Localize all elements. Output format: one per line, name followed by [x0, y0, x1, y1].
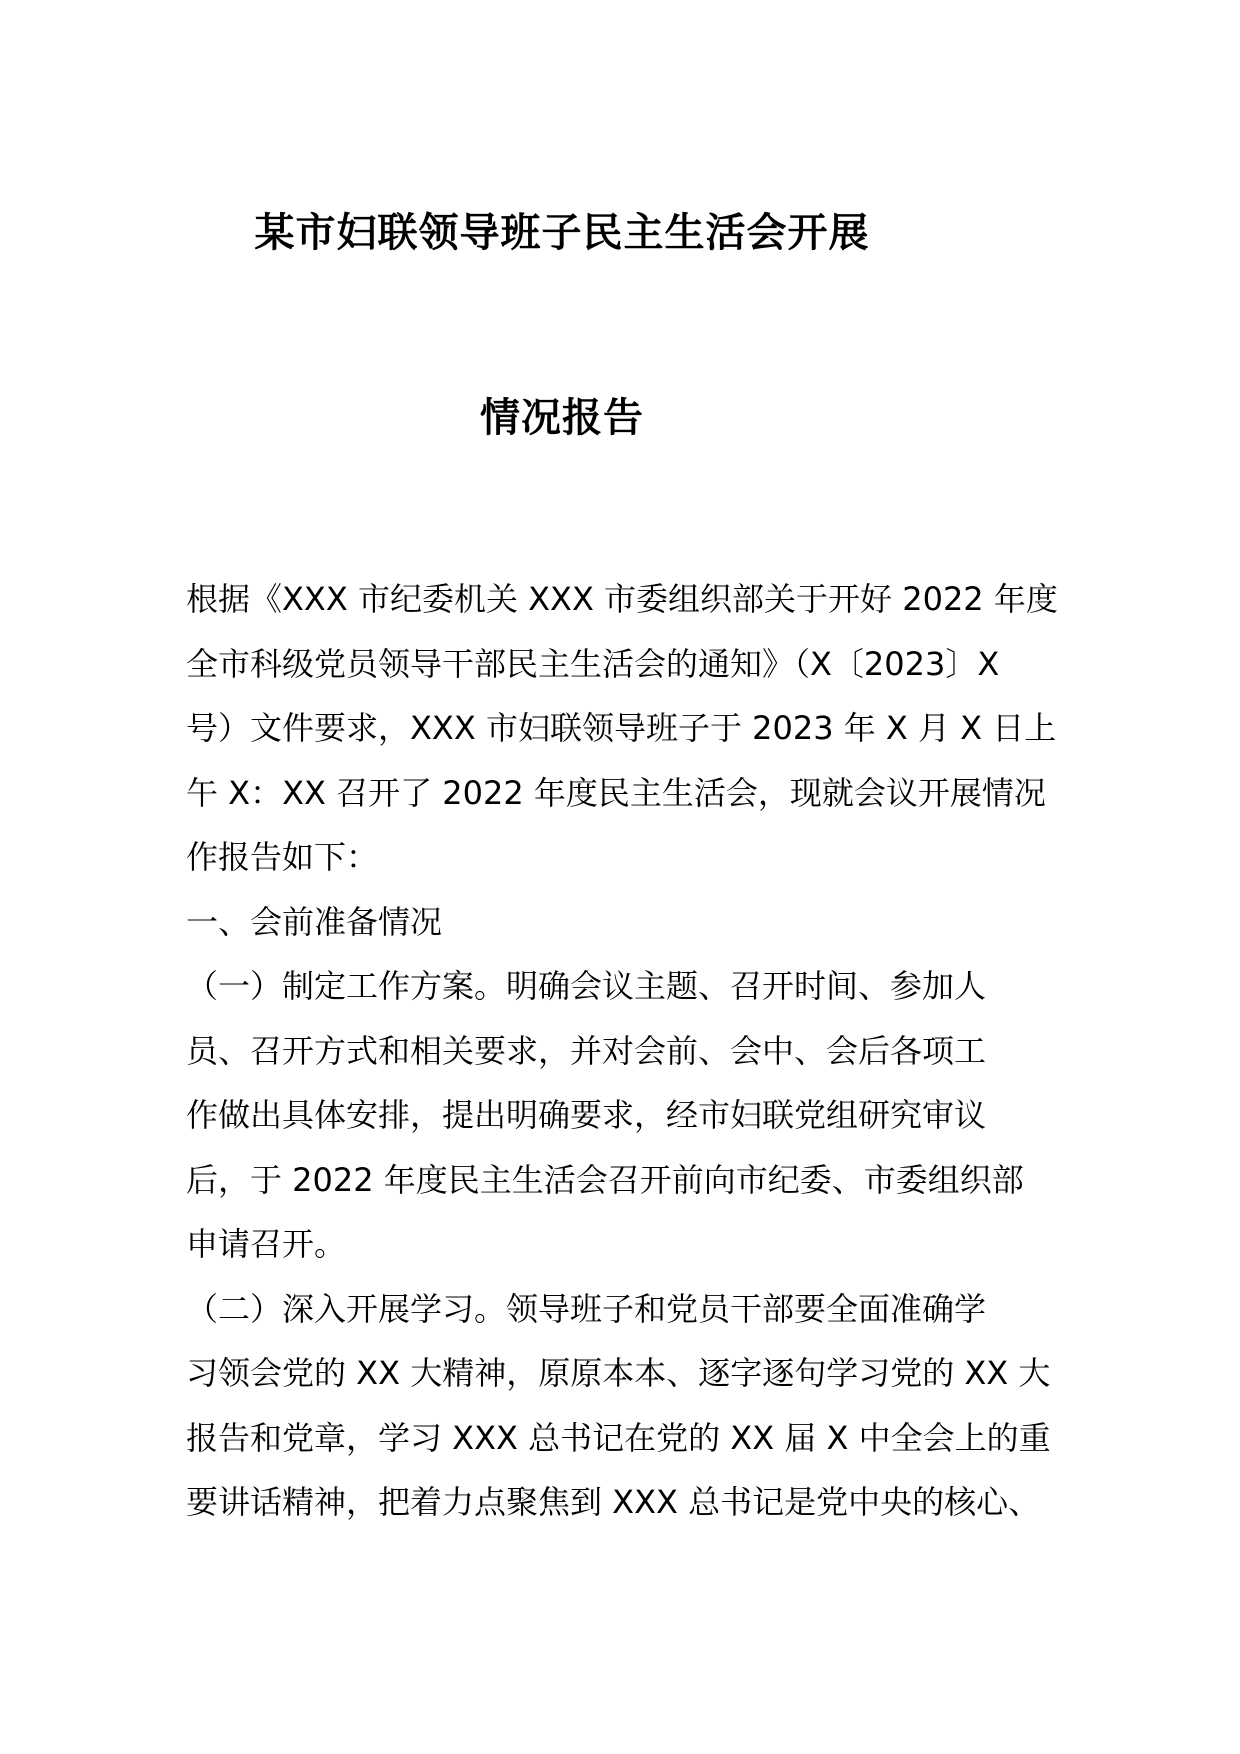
body-line: 申请召开。	[186, 1225, 347, 1263]
document-title-line-2: 情况报告	[480, 395, 644, 441]
body-line: 后，于 2022 年度民主生活会召开前向市纪委、市委组织部	[186, 1160, 1024, 1199]
body-line: 号）文件要求，XXX 市妇联领导班子于 2023 年 X 月 X 日上	[186, 709, 1057, 747]
document-title-line-1: 某市妇联领导班子民主生活会开展	[254, 210, 870, 256]
body-line: （二）深入开展学习。领导班子和党员干部要全面准确学	[186, 1289, 987, 1328]
section-heading: 一、会前准备情况	[186, 902, 443, 941]
document-body	[186, 567, 1086, 1535]
body-line: 作报告如下：	[186, 838, 379, 876]
body-line: （一）制定工作方案。明确会议主题、召开时间、参加人	[186, 967, 987, 1005]
body-line: 习领会党的 XX 大精神，原原本本、逐字逐句学习党的 XX 大	[186, 1354, 1051, 1392]
body-line: 员、召开方式和相关要求，并对会前、会中、会后各项工	[186, 1031, 987, 1070]
body-line: 要讲话精神，把着力点聚焦到 XXX 总书记是党中央的核心、	[186, 1483, 1041, 1521]
body-line: 报告和党章，学习 XXX 总书记在党的 XX 届 X 中全会上的重	[186, 1418, 1051, 1457]
body-line: 根据《XXX 市纪委机关 XXX 市委组织部关于开好 2022 年度	[186, 580, 1058, 618]
body-line: 全市科级党员领导干部民主生活会的通知》（X〔2023〕X	[186, 644, 1000, 683]
body-line: 午 X：XX 召开了 2022 年度民主生活会，现就会议开展情况	[186, 773, 1046, 812]
body-line: 作做出具体安排，提出明确要求，经市妇联党组研究审议	[186, 1096, 987, 1134]
